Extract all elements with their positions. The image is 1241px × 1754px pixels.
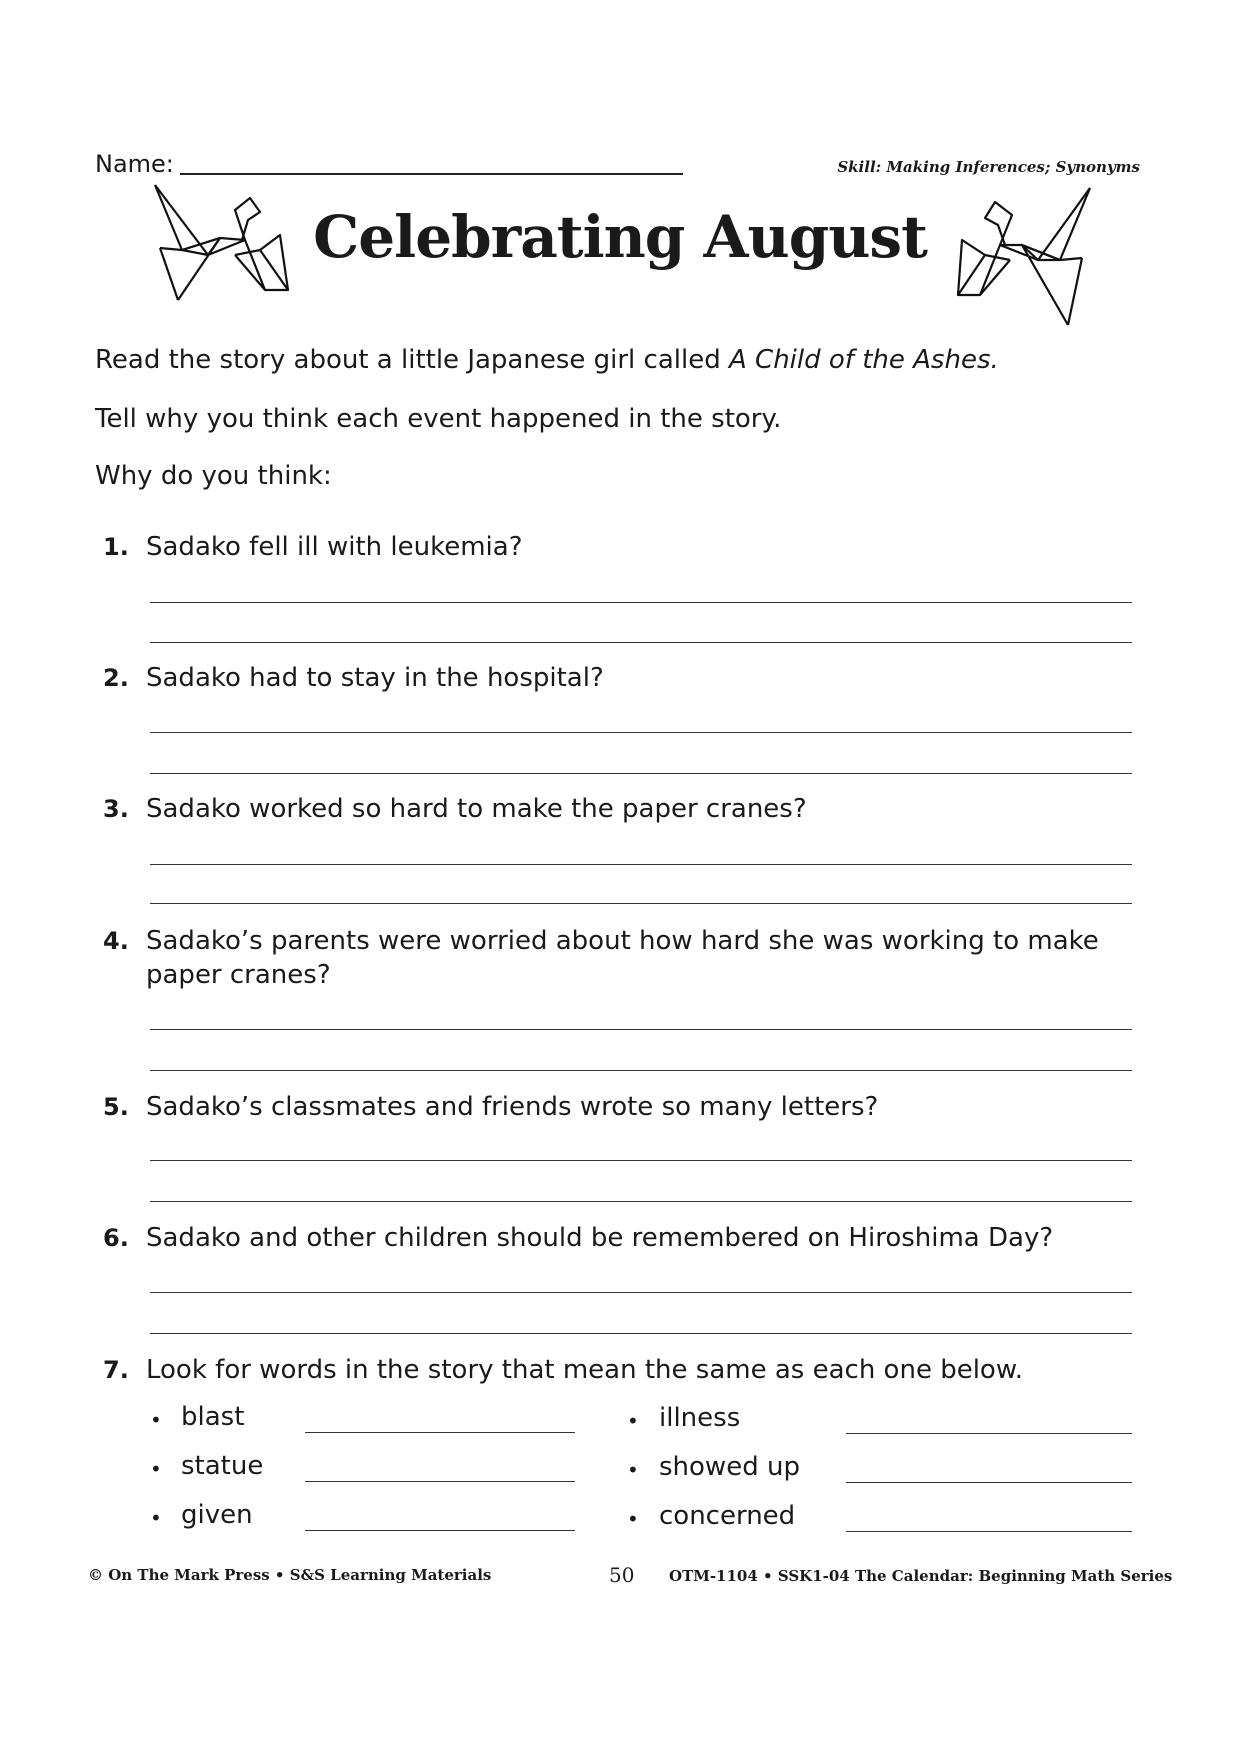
answer-line[interactable] [150, 1160, 1132, 1161]
question-number: 2. [103, 664, 129, 692]
answer-line[interactable] [150, 732, 1132, 733]
answer-line[interactable] [150, 1292, 1132, 1293]
page-number: 50 [609, 1563, 635, 1587]
synonym-word: blast [181, 1402, 245, 1432]
intro-line-2: Tell why you think each event happened in the story. [95, 404, 782, 434]
answer-line[interactable] [150, 602, 1132, 603]
bullet-icon: • [627, 1458, 639, 1482]
bullet-icon: • [627, 1409, 639, 1433]
synonym-answer-line[interactable] [305, 1481, 575, 1482]
answer-line[interactable] [150, 1029, 1132, 1030]
synonym-word: concerned [659, 1501, 796, 1531]
synonym-word: showed up [659, 1452, 800, 1482]
question-number: 5. [103, 1093, 129, 1121]
synonym-word: given [181, 1500, 253, 1530]
name-label: Name: [95, 150, 174, 178]
question-text: Sadako had to stay in the hospital? [146, 663, 604, 693]
synonym-word: illness [659, 1403, 741, 1433]
question-number: 1. [103, 533, 129, 561]
bullet-icon: • [150, 1457, 162, 1481]
bullet-icon: • [150, 1408, 162, 1432]
question-text: Sadako fell ill with leukemia? [146, 532, 523, 562]
story-title: A Child of the Ashes. [728, 345, 999, 375]
answer-line[interactable] [150, 773, 1132, 774]
synonym-answer-line[interactable] [305, 1432, 575, 1433]
crane-icon-left [150, 180, 295, 305]
intro-line-1-prefix: Read the story about a little Japanese girl called [95, 345, 729, 375]
synonym-answer-line[interactable] [846, 1482, 1132, 1483]
question-text: Sadako worked so hard to make the paper cranes? [146, 794, 807, 824]
page-title: Celebrating August [313, 203, 927, 271]
crane-icon-right [950, 180, 1095, 330]
intro-line-1 [95, 345, 999, 375]
question-number: 7. [103, 1356, 129, 1384]
answer-line[interactable] [150, 642, 1132, 643]
synonym-answer-line[interactable] [305, 1530, 575, 1531]
question-text: Look for words in the story that mean the same as each one below. [146, 1355, 1023, 1385]
question-number: 6. [103, 1224, 129, 1252]
question-text: Sadako’s classmates and friends wrote so many letters? [146, 1092, 879, 1122]
footer-publisher: © On The Mark Press • S&S Learning Materials [88, 1566, 492, 1584]
question-number: 4. [103, 927, 129, 955]
bullet-icon: • [627, 1507, 639, 1531]
answer-line[interactable] [150, 1201, 1132, 1202]
question-text: Sadako and other children should be remembered on Hiroshima Day? [146, 1223, 1054, 1253]
answer-line[interactable] [150, 1333, 1132, 1334]
bullet-icon: • [150, 1506, 162, 1530]
question-number: 3. [103, 795, 129, 823]
answer-line[interactable] [150, 864, 1132, 865]
name-field[interactable] [180, 173, 683, 175]
answer-line[interactable] [150, 903, 1132, 904]
intro-line-3: Why do you think: [95, 461, 332, 491]
answer-line[interactable] [150, 1070, 1132, 1071]
skill-label: Skill: Making Inferences; Synonyms [837, 158, 1140, 176]
synonym-answer-line[interactable] [846, 1433, 1132, 1434]
synonym-answer-line[interactable] [846, 1531, 1132, 1532]
synonym-word: statue [181, 1451, 264, 1481]
footer-series: OTM-1104 • SSK1-04 The Calendar: Beginning Math Series [669, 1567, 1173, 1585]
question-text: Sadako’s parents were worried about how hard she was working to make paper cranes? [146, 926, 1099, 990]
